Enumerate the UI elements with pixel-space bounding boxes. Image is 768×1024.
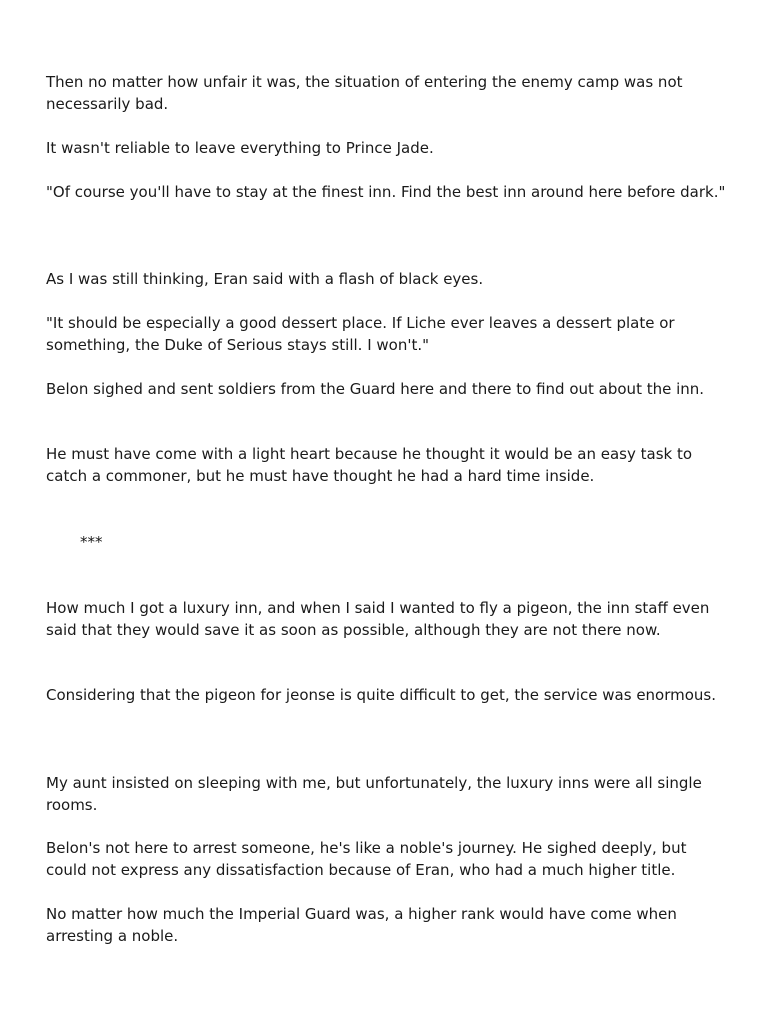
paragraph-3: "Of course you'll have to stay at the finest inn. Find the best inn around here before dark." <box>46 183 726 201</box>
paragraph-6: Belon sighed and sent soldiers from the Guard here and there to find out about the inn. <box>46 380 705 398</box>
paragraph-1: Then no matter how unfair it was, the situation of entering the enemy camp was not necessarily bad. <box>46 73 683 113</box>
paragraph-8: How much I got a luxury inn, and when I said I wanted to fly a pigeon, the inn staff even said that they would save it as soon as possible, although they are not there now. <box>46 599 710 639</box>
paragraph-12: No matter how much the Imperial Guard was, a higher rank would have come when arresting a noble. <box>46 905 677 945</box>
paragraph-9: Considering that the pigeon for jeonse is quite difficult to get, the service was enormous. <box>46 686 717 704</box>
scene-separator: *** <box>80 533 103 551</box>
paragraph-4: As I was still thinking, Eran said with a flash of black eyes. <box>46 270 484 288</box>
paragraph-7: He must have come with a light heart because he thought it would be an easy task to catch a commoner, but he must have thought he had a hard time inside. <box>46 445 693 485</box>
paragraph-10: My aunt insisted on sleeping with me, but unfortunately, the luxury inns were all single rooms. <box>46 774 702 814</box>
paragraph-11: Belon's not here to arrest someone, he's like a noble's journey. He sighed deeply, but could not express any dissatisfaction because of Eran, who had a much higher title. <box>46 839 687 879</box>
paragraph-2: It wasn't reliable to leave everything to Prince Jade. <box>46 139 434 157</box>
paragraph-5: "It should be especially a good dessert place. If Liche ever leaves a dessert plate or something, the Duke of Serious stays still. I won't." <box>46 314 675 354</box>
